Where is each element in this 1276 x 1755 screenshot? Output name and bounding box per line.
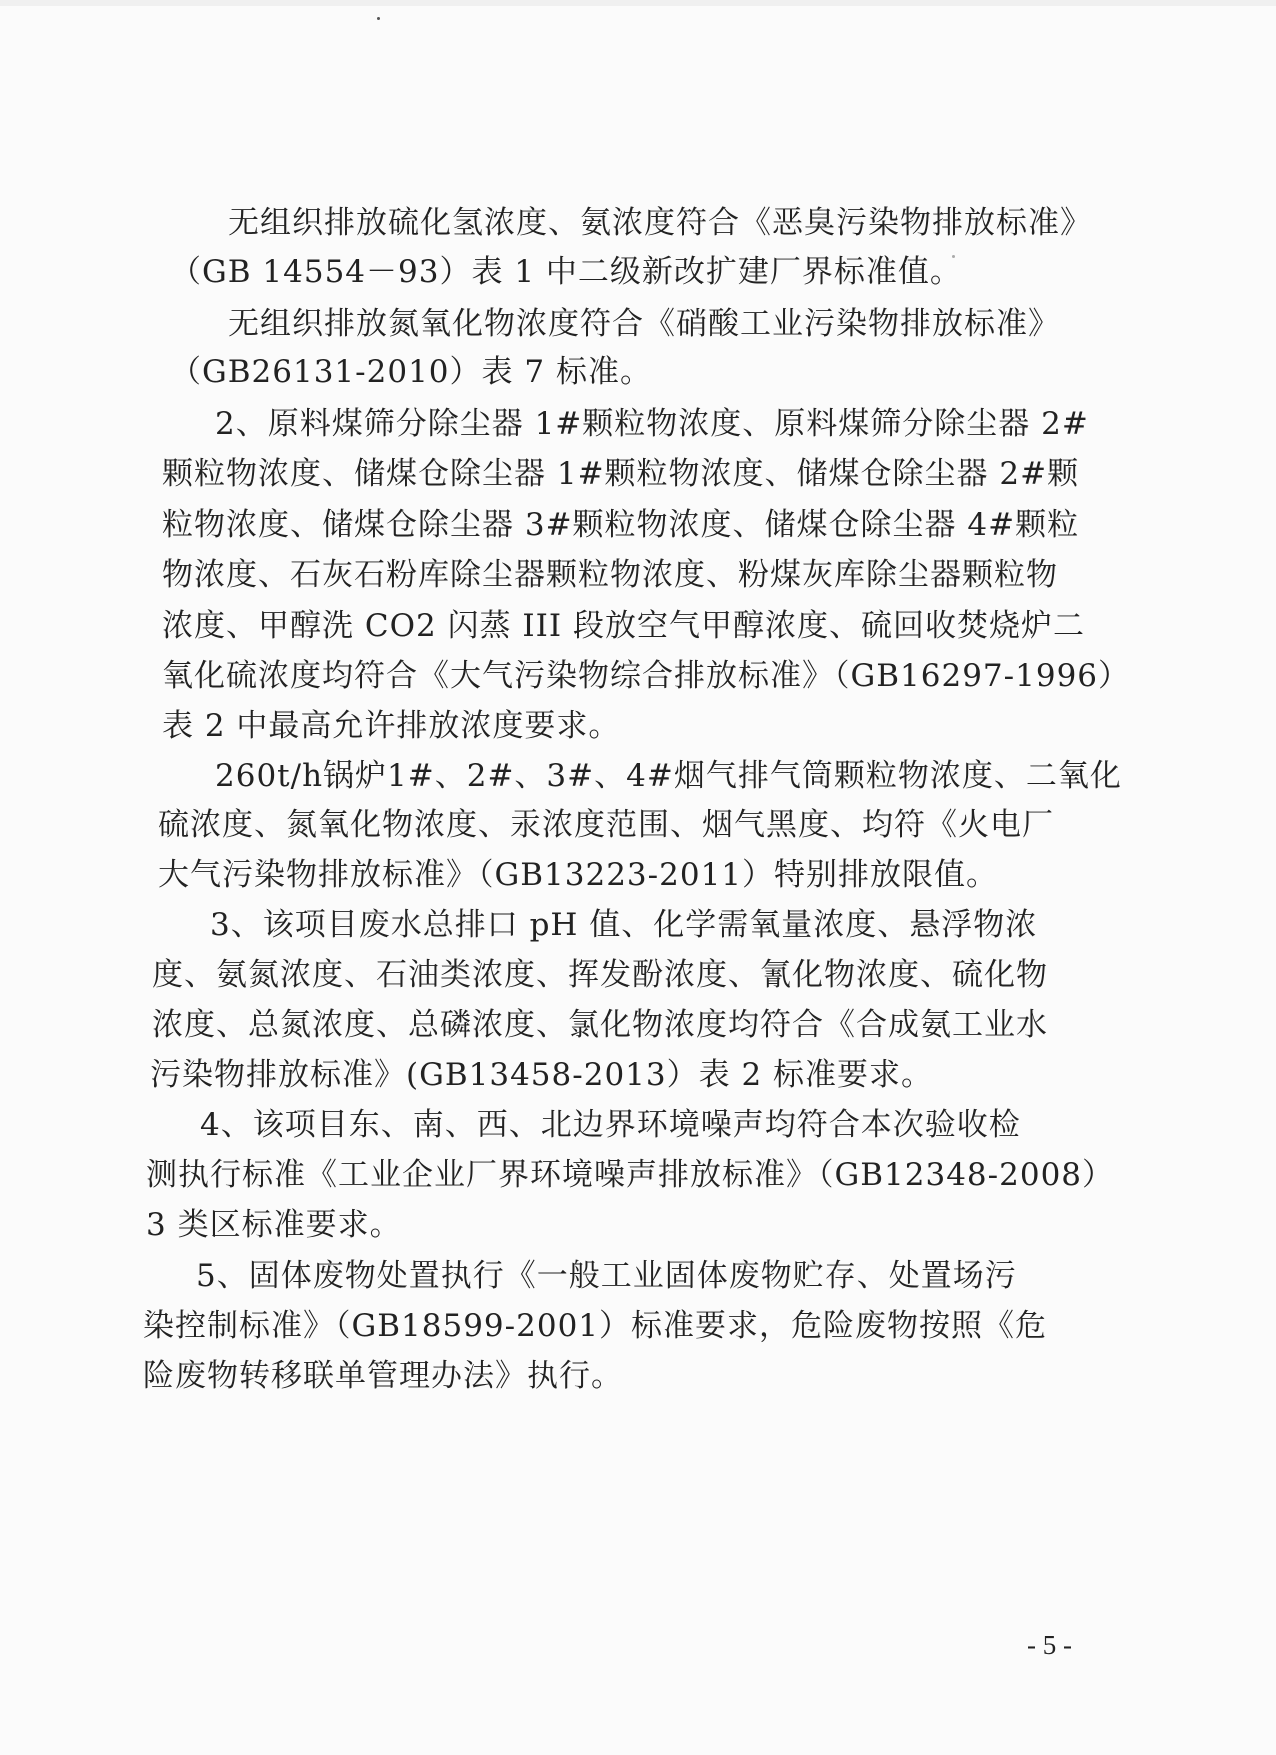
- text-line: 硫浓度、氮氧化物浓度、汞浓度范围、烟气黑度、均符《火电厂: [158, 807, 1054, 843]
- text-line: 3、该项目废水总排口 pH 值、化学需氧量浓度、悬浮物浓: [210, 907, 1038, 943]
- text-line: 无组织排放氮氧化物浓度符合《硝酸工业污染物排放标准》: [228, 306, 1060, 342]
- text-line: 浓度、甲醇洗 CO2 闪蒸 III 段放空气甲醇浓度、硫回收焚烧炉二: [162, 608, 1086, 644]
- scan-speck: [377, 17, 380, 20]
- text-line: 5、固体废物处置执行《一般工业固体废物贮存、处置场污: [196, 1258, 1017, 1294]
- text-line: （GB26131-2010）表 7 标准。: [170, 354, 652, 390]
- text-line: 物浓度、石灰石粉库除尘器颗粒物浓度、粉煤灰库除尘器颗粒物: [162, 557, 1058, 593]
- text-line: 260t/h锅炉1#、2#、3#、4#烟气排气筒颗粒物浓度、二氧化: [215, 758, 1122, 794]
- text-line: 氧化硫浓度均符合《大气污染物综合排放标准》（GB16297-1996）: [162, 658, 1131, 694]
- text-line: 无组织排放硫化氢浓度、氨浓度符合《恶臭污染物排放标准》: [228, 205, 1092, 241]
- text-line: 颗粒物浓度、储煤仓除尘器 1#颗粒物浓度、储煤仓除尘器 2#颗: [162, 456, 1080, 492]
- text-line: 度、氨氮浓度、石油类浓度、挥发酚浓度、氰化物浓度、硫化物: [152, 957, 1048, 993]
- text-line: 污染物排放标准》(GB13458-2013）表 2 标准要求。: [150, 1057, 934, 1093]
- text-line: 染控制标准》（GB18599-2001）标准要求，危险废物按照《危: [143, 1308, 1048, 1344]
- text-line: （GB 14554－93）表 1 中二级新改扩建厂界标准值。: [170, 254, 962, 290]
- text-line: 3 类区标准要求。: [146, 1207, 402, 1243]
- text-line: 浓度、总氮浓度、总磷浓度、氯化物浓度均符合《合成氨工业水: [152, 1007, 1048, 1043]
- text-line: 大气污染物排放标准》（GB13223-2011）特别排放限值。: [158, 857, 999, 893]
- text-line: 表 2 中最高允许排放浓度要求。: [162, 708, 621, 744]
- text-line: 测执行标准《工业企业厂界环境噪声排放标准》（GB12348-2008）: [146, 1157, 1115, 1193]
- page-number: - 5 -: [1027, 1630, 1072, 1660]
- text-line: 险废物转移联单管理办法》执行。: [143, 1358, 623, 1394]
- text-line: 粒物浓度、储煤仓除尘器 3#颗粒物浓度、储煤仓除尘器 4#颗粒: [162, 507, 1080, 543]
- scan-edge: [0, 0, 1276, 6]
- text-line: 2、原料煤筛分除尘器 1#颗粒物浓度、原料煤筛分除尘器 2#: [215, 406, 1089, 442]
- text-line: 4、该项目东、南、西、北边界环境噪声均符合本次验收检: [200, 1107, 1021, 1143]
